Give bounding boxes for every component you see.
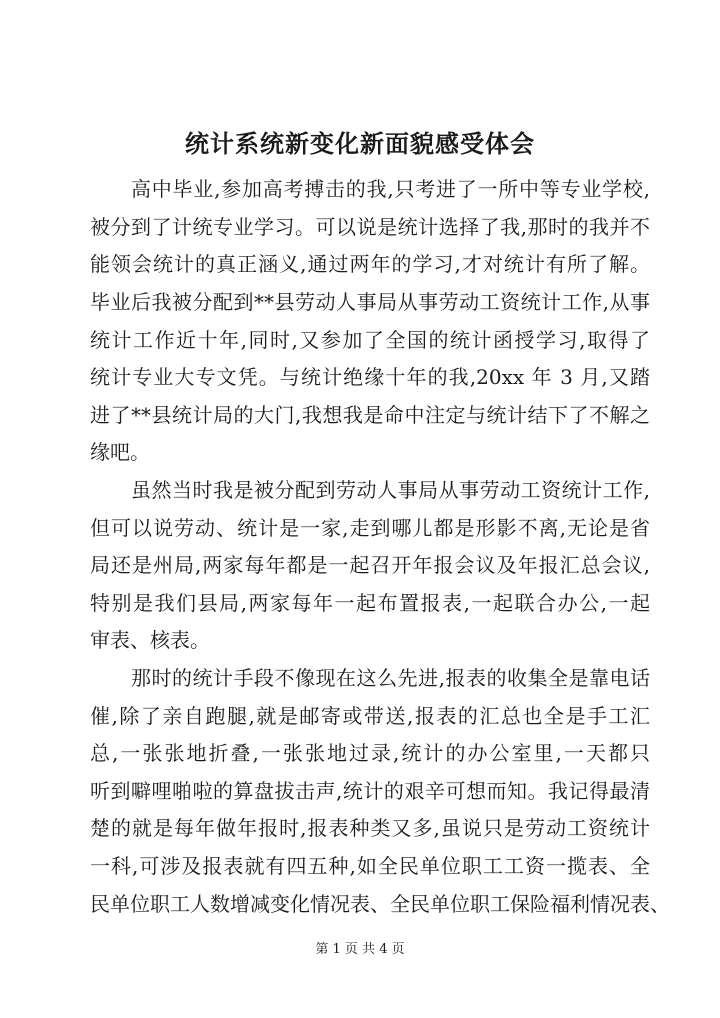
text-line: 审表、核表。 [90, 628, 210, 652]
text-line: 进了**县统计局的大门,我想我是命中注定与统计结下了不解之 [90, 403, 650, 427]
text-line: 但可以说劳动、统计是一家,走到哪儿都是形影不离,无论是省 [90, 516, 650, 540]
text-line: 特别是我们县局,两家每年一起布置报表,一起联合办公,一起 [90, 591, 650, 615]
page-footer: 第 1 页 共 4 页 [315, 942, 405, 957]
text-line: 缘吧。 [90, 440, 150, 464]
text-line: 能领会统计的真正涵义,通过两年的学习,才对统计有所了解。 [90, 252, 650, 276]
text-line: 民单位职工人数增减变化情况表、全民单位职工保险福利情况表、 [90, 892, 670, 916]
text-line: 虽然当时我是被分配到劳动人事局从事劳动工资统计工作, [131, 478, 650, 502]
document-title: 统计系统新变化新面貌感受体会 [185, 129, 535, 158]
text-line: 一科,可涉及报表就有四五种,如全民单位职工工资一揽表、全 [90, 854, 650, 878]
text-line: 高中毕业,参加高考搏击的我,只考进了一所中等专业学校, [131, 177, 650, 201]
text-line: 总,一张张地折叠,一张张地过录,统计的办公室里,一天都只 [90, 741, 650, 765]
text-line: 统计工作近十年,同时,又参加了全国的统计函授学习,取得了 [90, 328, 650, 352]
text-line: 被分到了计统专业学习。可以说是统计选择了我,那时的我并不 [90, 215, 650, 239]
text-line: 楚的就是每年做年报时,报表种类又多,虽说只是劳动工资统计 [90, 816, 650, 840]
text-line: 听到噼哩啪啦的算盘拔击声,统计的艰辛可想而知。我记得最清 [90, 779, 650, 803]
text-line: 那时的统计手段不像现在这么先进,报表的收集全是靠电话 [131, 666, 650, 690]
text-line: 局还是州局,两家每年都是一起召开年报会议及年报汇总会议, [90, 553, 650, 577]
text-line: 毕业后我被分配到**县劳动人事局从事劳动工资统计工作,从事 [90, 290, 650, 314]
text-line: 统计专业大专文凭。与统计绝缘十年的我,20xx 年 3 月,又踏 [90, 365, 650, 389]
text-line: 催,除了亲自跑腿,就是邮寄或带送,报表的汇总也全是手工汇 [90, 704, 650, 728]
